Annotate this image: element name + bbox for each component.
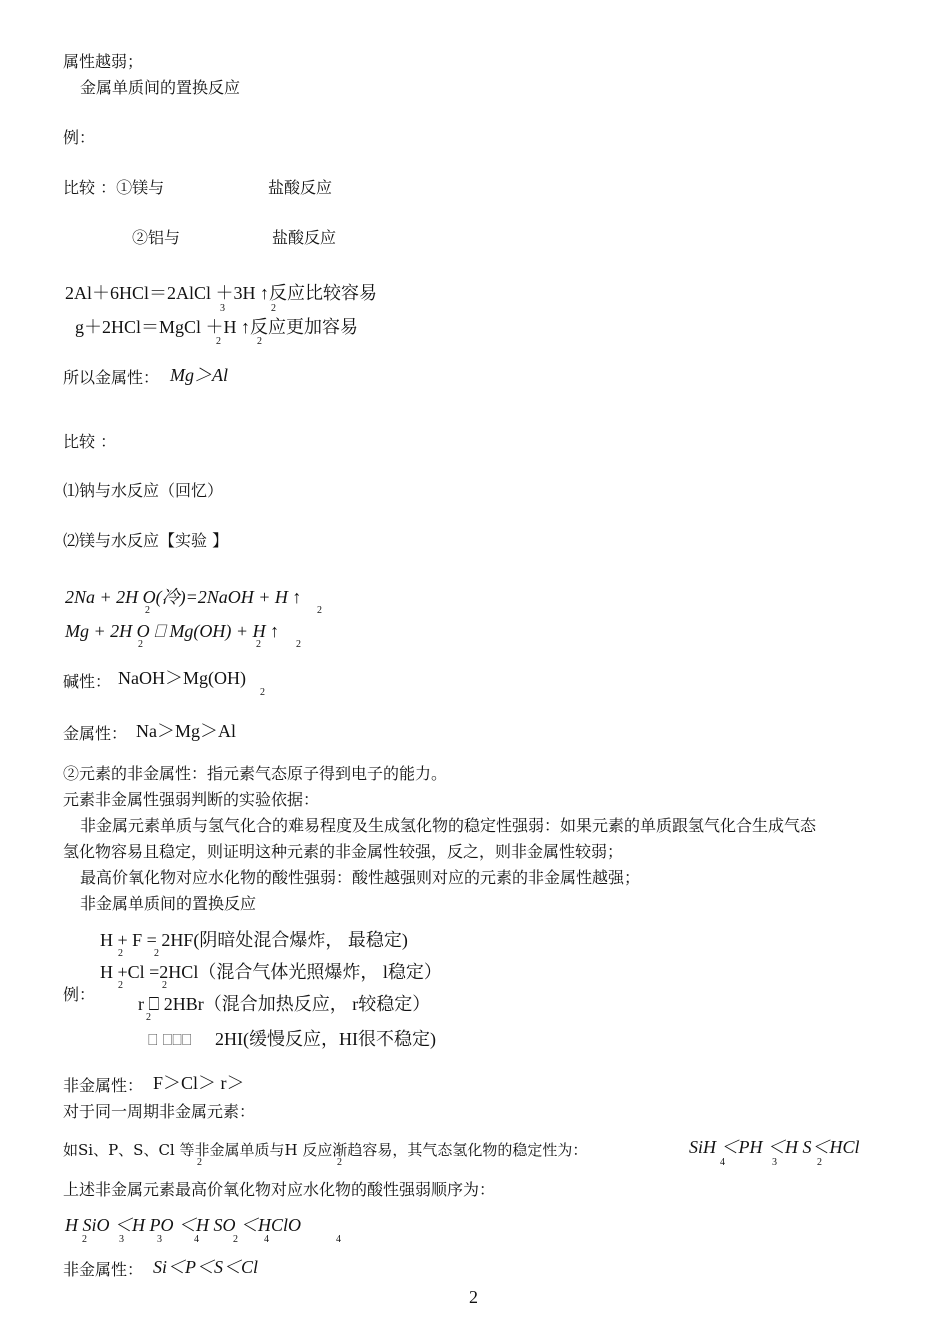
text-line: 例：	[63, 985, 96, 1004]
equation: H SiO ＜H PO ＜H SO ＜HClO	[65, 1215, 301, 1235]
subscript: 2	[257, 336, 262, 347]
subscript: 2	[337, 1157, 342, 1168]
subscript: 2	[296, 639, 301, 650]
subscript: 3	[772, 1157, 777, 1168]
formula: Mg＞Al	[170, 365, 228, 385]
text-line: ⑵镁与水反应【实验 】	[63, 531, 229, 550]
subscript: 4	[720, 1157, 725, 1168]
formula: Si＜P＜S＜Cl	[153, 1257, 259, 1277]
subscript: 4	[194, 1234, 199, 1245]
subscript: 2	[271, 303, 276, 314]
text-line: 最高价氧化物对应水化物的酸性强弱：酸性越强则对应的元素的非金属性越强；	[80, 868, 641, 887]
text-line: ⑴钠与水反应（回忆）	[63, 481, 224, 500]
subscript: 4	[336, 1234, 341, 1245]
text-line: 氢化物容易且稳定，则证明这种元素的非金属性较强，反之，则非金属性较弱；	[63, 842, 624, 861]
equation: Mg + 2H O ⎕ Mg(OH) + H ↑	[65, 621, 280, 641]
subscript: 2	[197, 1157, 202, 1168]
text-line: ②元素的非金属性：指元素气态原子得到电子的能力。	[63, 764, 448, 783]
subscript: 2	[233, 1234, 238, 1245]
text-line: 如Si、P、S、Cl 等非金属单质与H 反应渐趋容易，其气态氢化物的稳定性为：	[63, 1141, 588, 1159]
equation: H +Cl =2HCl（混合气体光照爆炸， l稳定）	[100, 962, 442, 982]
equation: H + F = 2HF(阴暗处混合爆炸， 最稳定)	[100, 930, 408, 950]
equation: 2HI(缓慢反应，HI很不稳定)	[215, 1029, 436, 1049]
formula: NaOH＞Mg(OH)	[118, 668, 246, 688]
text-line: 非金属性：	[63, 1076, 144, 1095]
text-line: 属性越弱；	[63, 52, 144, 71]
subscript: 2	[154, 948, 159, 959]
subscript: 3	[157, 1234, 162, 1245]
subscript: 2	[118, 948, 123, 959]
subscript: 3	[220, 303, 225, 314]
subscript: 4	[264, 1234, 269, 1245]
formula: SiH ＜PH ＜H S＜HCl	[689, 1137, 860, 1157]
subscript: 2	[145, 605, 150, 616]
garbled-glyphs: ⎕ ⎕⎕⎕	[148, 1030, 192, 1049]
subscript: 2	[162, 980, 167, 991]
subscript: 2	[260, 687, 265, 698]
text-line: 非金属元素单质与氢气化合的难易程度及生成氢化物的稳定性强弱：如果元素的单质跟氢气化合生成气态	[80, 816, 817, 835]
text-line: 上述非金属元素最高价氧化物对应水化物的酸性强弱顺序为：	[63, 1180, 496, 1199]
text-line: 非金属性：	[63, 1260, 144, 1279]
subscript: 2	[138, 639, 143, 650]
subscript: 2	[317, 605, 322, 616]
equation: 2Na + 2H O(冷)=2NaOH + H ↑	[65, 587, 302, 607]
equation: r ⎕ 2HBr（混合加热反应， r较稳定）	[138, 994, 431, 1014]
text-line: 例：	[63, 128, 96, 147]
text-line: 盐酸反应	[272, 228, 337, 247]
text-line: 金属单质间的置换反应	[80, 78, 241, 97]
text-line: 碱性：	[63, 672, 112, 691]
text-line: 盐酸反应	[268, 178, 333, 197]
subscript: 2	[82, 1234, 87, 1245]
formula: Na＞Mg＞Al	[136, 721, 236, 741]
subscript: 2	[256, 639, 261, 650]
text-line: ②铝与	[132, 228, 181, 247]
text-line: 比较 ：	[63, 432, 117, 451]
subscript: 2	[118, 980, 123, 991]
subscript: 2	[817, 1157, 822, 1168]
page-number: 2	[469, 1287, 478, 1307]
subscript: 2	[216, 336, 221, 347]
text-line: 所以金属性：	[63, 368, 160, 387]
subscript: 2	[146, 1012, 151, 1023]
text-line: 对于同一周期非金属元素：	[63, 1102, 256, 1121]
text-line: 元素非金属性强弱判断的实验依据：	[63, 790, 320, 809]
text-line: 金属性：	[63, 724, 128, 743]
equation: g＋2HCl＝MgCl ＋H ↑反应更加容易	[75, 317, 359, 337]
text-line: 非金属单质间的置换反应	[80, 894, 257, 913]
subscript: 3	[119, 1234, 124, 1245]
formula: F＞Cl＞ r＞	[153, 1073, 245, 1093]
text-line: 比较 ：①镁与	[63, 178, 165, 197]
equation: 2Al＋6HCl＝2AlCl ＋3H ↑反应比较容易	[65, 283, 378, 303]
